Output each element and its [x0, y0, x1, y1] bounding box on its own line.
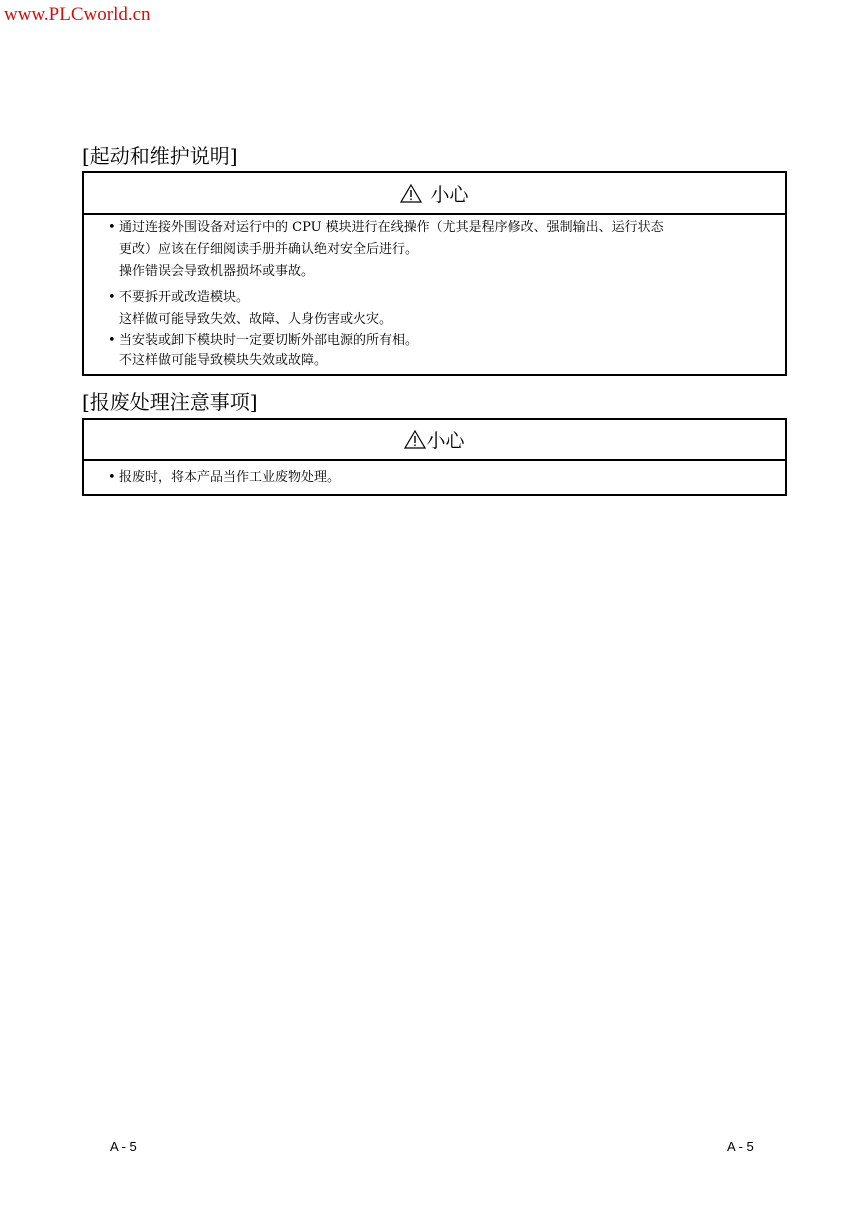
page-number-left: A - 5 [110, 1139, 137, 1154]
page-number-right: A - 5 [727, 1139, 754, 1154]
item-text: 操作错误会导致机器损坏或事故。 [119, 264, 315, 279]
warning-triangle-icon [404, 430, 426, 449]
caution-header [84, 420, 785, 461]
watermark: www.PLCworld.cn [4, 4, 151, 25]
item-text: 报废时，将本产品当作工业废物处理。 [119, 470, 341, 485]
caution-box-startup-maintenance [82, 171, 787, 376]
item-text: 更改）应该在仔细阅读手册并确认绝对安全后进行。 [119, 242, 419, 257]
caution-header [84, 173, 785, 215]
item-text: 不要拆开或改造模块。 [119, 290, 250, 305]
section-title-startup-maintenance: [起动和维护说明] [82, 144, 238, 168]
bullet: • [108, 333, 116, 348]
item-text: 当安装或卸下模块时一定要切断外部电源的所有相。 [119, 333, 419, 348]
list-item [110, 331, 785, 371]
caution-label: 小心 [426, 430, 465, 452]
list-item [110, 467, 785, 489]
section-title-disposal: [报废处理注意事项] [82, 390, 258, 414]
caution-label: 小心 [430, 183, 469, 206]
bullet: • [108, 220, 116, 235]
item-text: 不这样做可能导致模块失效或故障。 [119, 353, 328, 368]
list-item [110, 217, 785, 283]
bullet: • [108, 290, 116, 305]
item-text: 这样做可能导致失效、故障、人身伤害或火灾。 [119, 312, 393, 327]
caution-body [84, 461, 785, 489]
caution-box-disposal [82, 418, 787, 496]
warning-triangle-icon [400, 184, 422, 203]
bullet: • [108, 470, 116, 485]
caution-body [84, 215, 785, 371]
item-text: 通过连接外围设备对运行中的 CPU 模块进行在线操作（尤其是程序修改、强制输出、运行状态 [119, 220, 664, 235]
list-item [110, 287, 785, 331]
